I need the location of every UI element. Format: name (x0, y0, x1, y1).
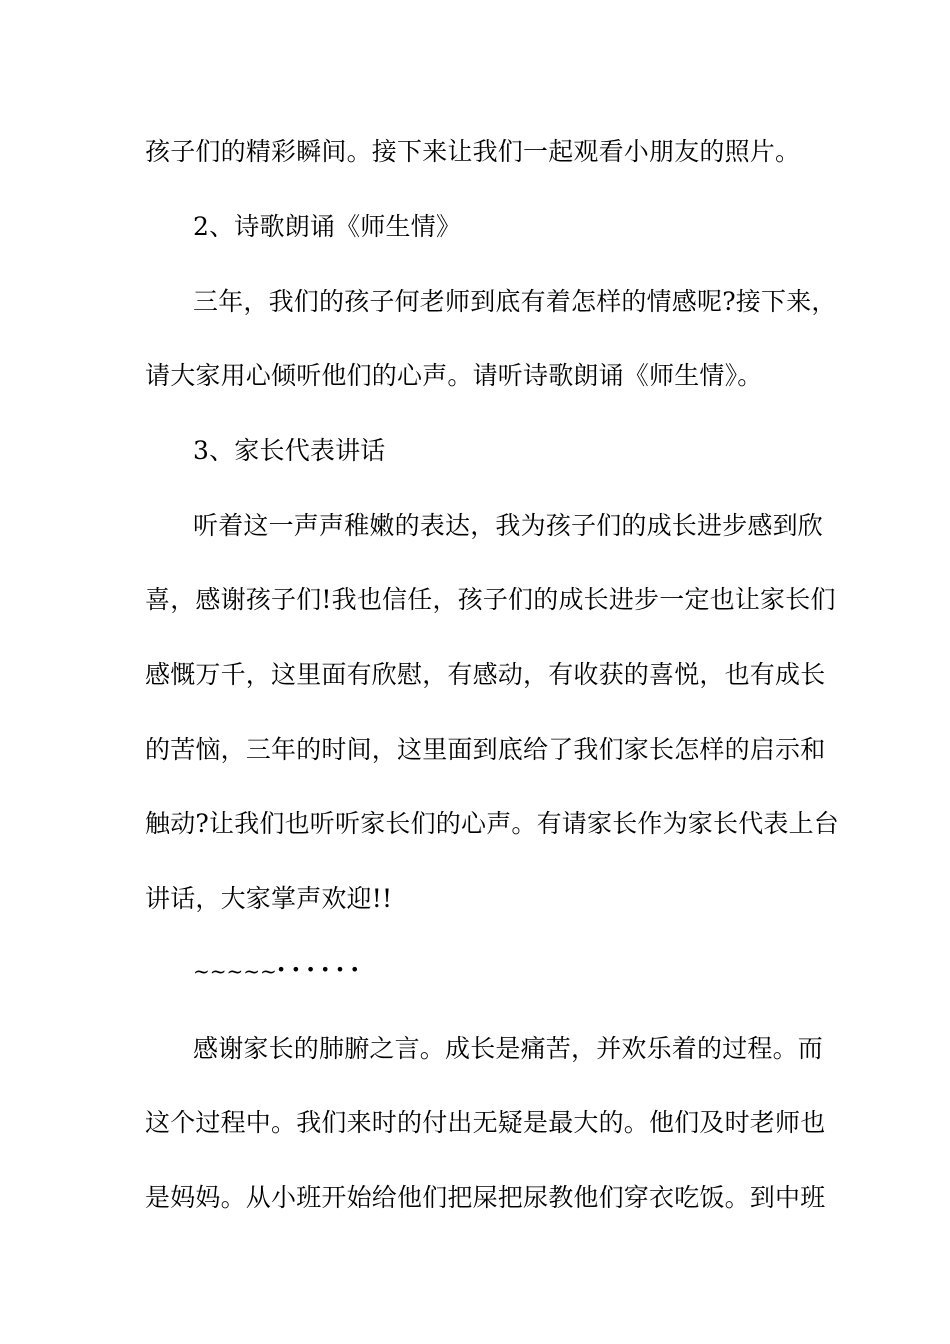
separator-tilde: ~~~~~ (193, 959, 277, 983)
text-line-8: 感慨万千，这里面有欣慰，有感动，有收获的喜悦，也有成长 (145, 660, 826, 689)
text-line-14: 是妈妈。从小班开始给他们把屎把尿教他们穿衣吃饭。到中班 (145, 1183, 826, 1212)
text-line-12: 感谢家长的肺腑之言。成长是痛苦，并欢乐着的过程。而 (193, 1034, 824, 1063)
text-line-1: 孩子们的精彩瞬间。接下来让我们一起观看小朋友的照片。 (145, 137, 801, 166)
section-heading-parent-speech: 3、家长代表讲话 (193, 436, 386, 465)
text-line-6: 听着这一声声稚嫩的表达，我为孩子们的成长进步感到欣 (193, 511, 824, 540)
text-line-4: 请大家用心倾听他们的心声。请听诗歌朗诵《师生情》。 (145, 361, 763, 390)
text-line-3: 三年，我们的孩子何老师到底有着怎样的情感呢?接下来， (193, 287, 837, 316)
section-heading-poem: 2、诗歌朗诵《师生情》 (193, 212, 462, 241)
separator-line (193, 950, 858, 990)
text-line-11: 讲话，大家掌声欢迎!! (145, 884, 393, 913)
separator-dots: ······ (276, 955, 366, 984)
text-line-10: 触动?让我们也听听家长们的心声。有请家长作为家长代表上台 (145, 809, 840, 838)
text-line-7: 喜，感谢孩子们!我也信任，孩子们的成长进步一定也让家长们 (145, 585, 836, 614)
text-line-9: 的苦恼，三年的时间，这里面到底给了我们家长怎样的启示和 (145, 735, 826, 764)
text-line-13: 这个过程中。我们来时的付出无疑是最大的。他们及时老师也 (145, 1108, 826, 1137)
